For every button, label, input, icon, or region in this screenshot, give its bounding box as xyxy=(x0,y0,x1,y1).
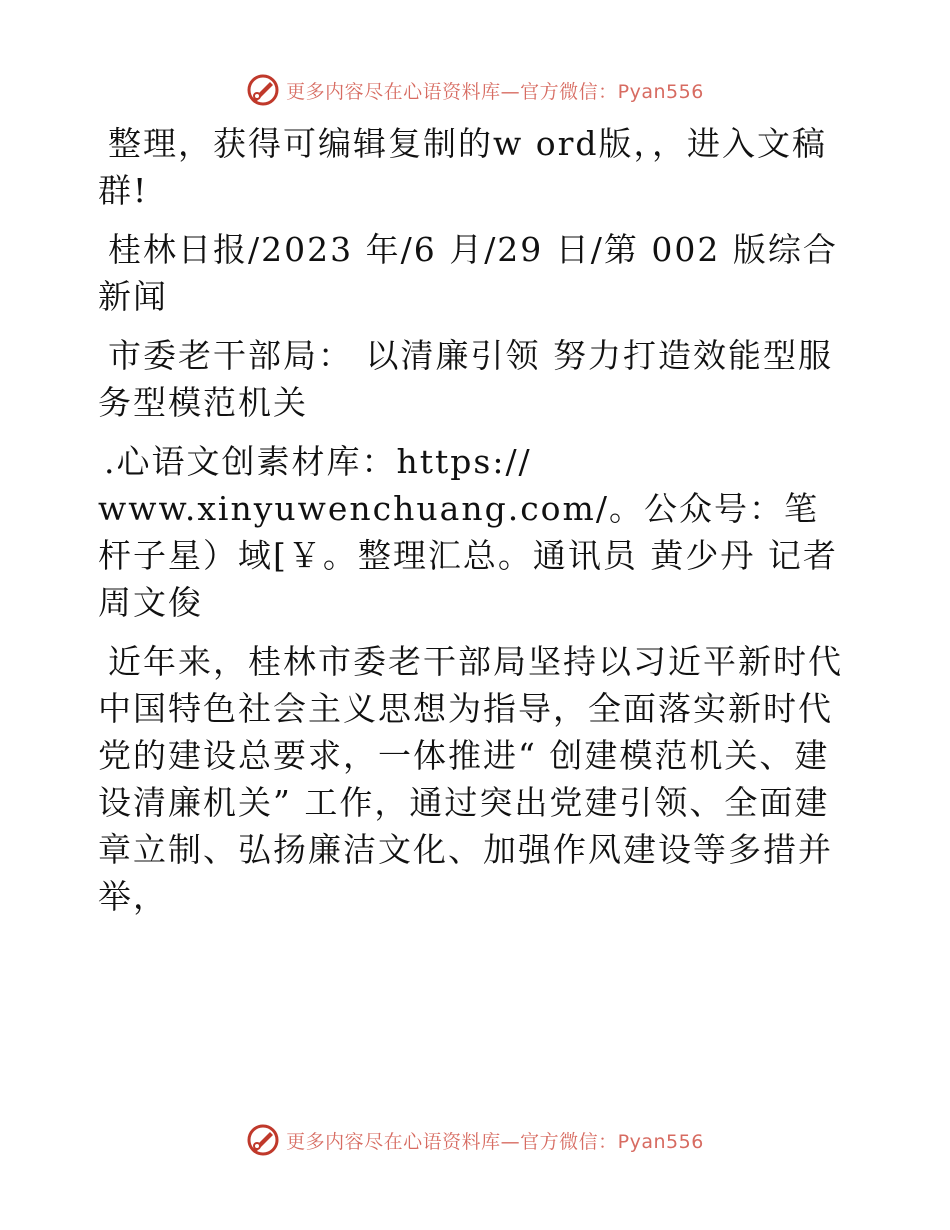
footer-banner-text: 更多内容尽在心语资料库—官方微信：Pyan556 xyxy=(286,1130,704,1153)
paragraph-intro: 整理，获得可编辑复制的w ord版，，进入文稿群! xyxy=(98,124,828,210)
footer-watermark-banner xyxy=(0,1120,950,1160)
paragraph-byline: .心语文创素材库：https:// www.xinyuwenchuang.com/。公众号：笔杆子星）域[￥。整理汇总。通讯员 黄少丹 记者 周文俊 xyxy=(98,442,838,622)
pen-circle-icon xyxy=(246,73,280,107)
paragraph-source: 桂林日报/2023 年/6 月/29 日/第 002 版综合新闻 xyxy=(98,230,838,316)
header-watermark-banner xyxy=(0,70,950,110)
header-banner-text: 更多内容尽在心语资料库—官方微信：Pyan556 xyxy=(286,80,704,103)
paragraph-headline: 市委老干部局： 以清廉引领 努力打造效能型服务型模范机关 xyxy=(98,336,833,422)
pen-circle-icon xyxy=(246,1123,280,1157)
paragraph-body: 近年来，桂林市委老干部局坚持以习近平新时代中国特色社会主义思想为指导，全面落实新时代党的建设总要求，一体推进“ 创建模范机关、建设清廉机关” 工作，通过突出党建引领、全面建章立制、弘扬廉洁文化、加强作风建设等多措并举， xyxy=(98,642,843,916)
document-body xyxy=(98,120,848,932)
